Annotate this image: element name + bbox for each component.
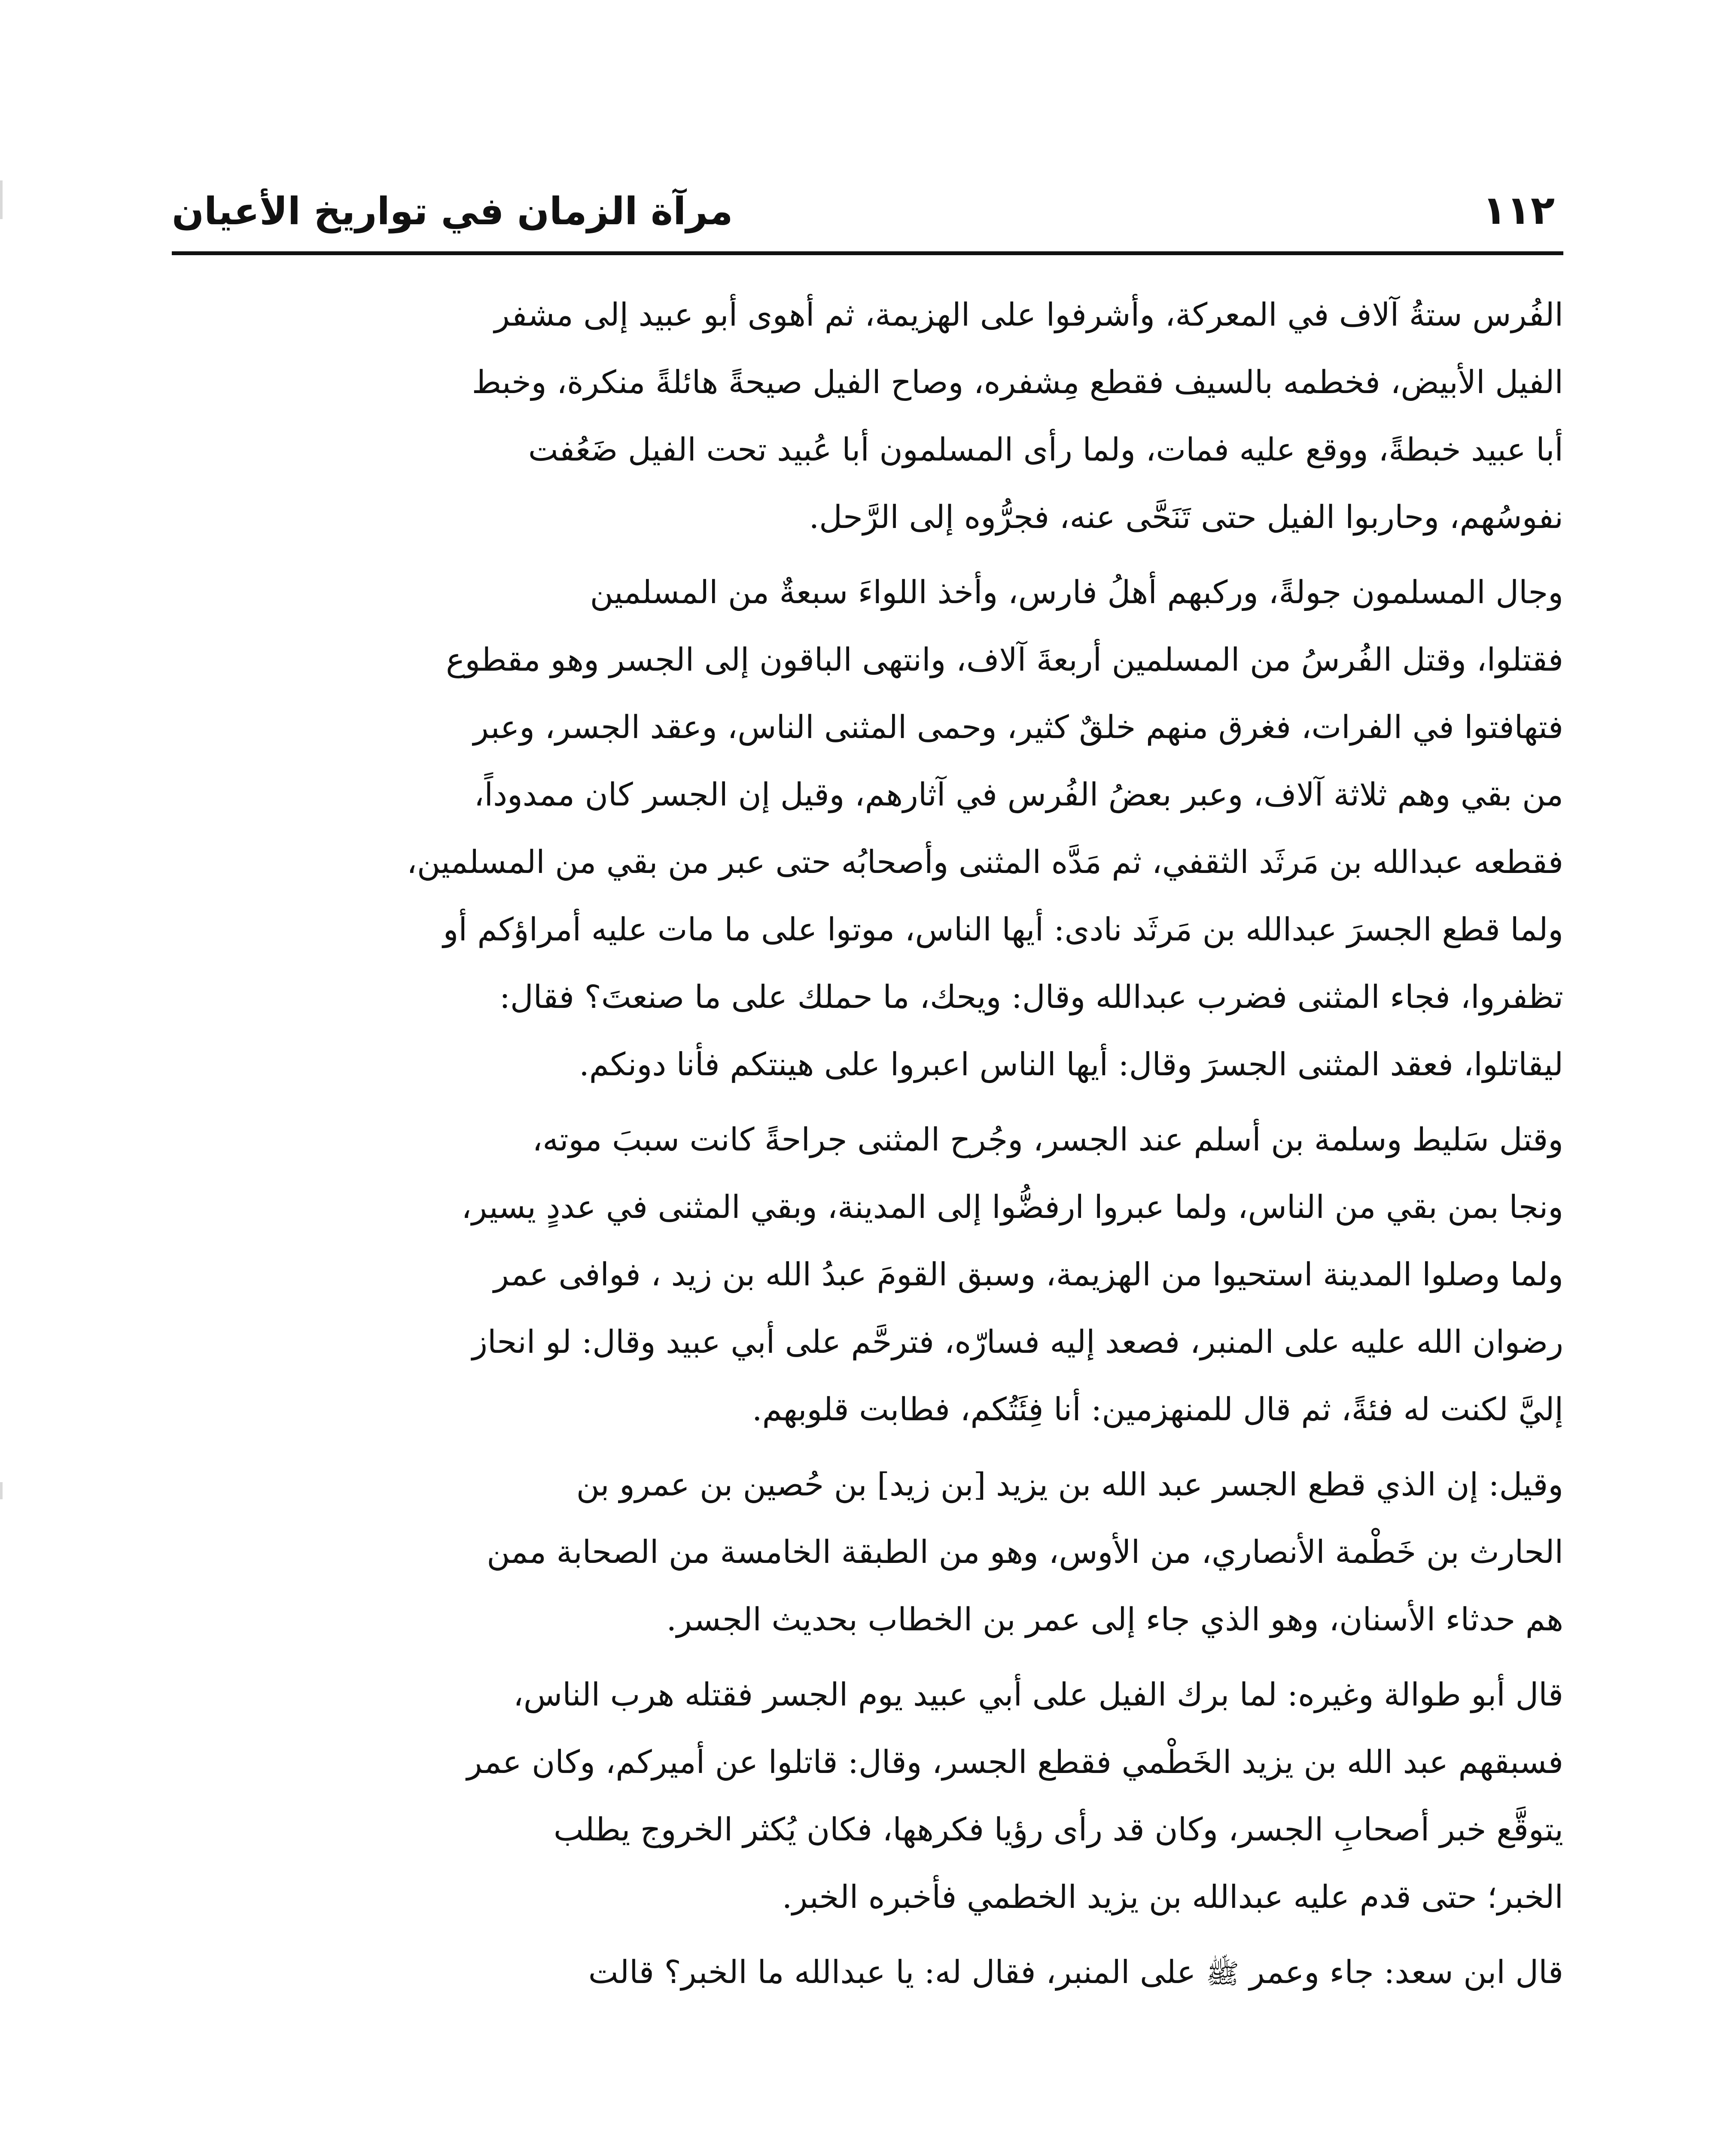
paragraph-2: وجال المسلمون جولةً، وركبهم أهلُ فارس، وأخذ اللواءَ سبعةٌ من المسلمين فقتلوا، وقتل الفُرسُ من المسلمين أربعةَ آلاف، وانتهى الباقون إلى الجسر وهو مقطوع فتهافتوا في الفرات، فغرق منهم خلقٌ كثير، وحمى المثنى الناس، وعقد الجسر، وعبر من بقي وهم ثلاثة آلاف، وعبر بعضُ الفُرس في آثارهم، وقيل إن الجسر كان ممدوداً، فقطعه عبدالله بن مَرثَد الثقفي، ثم مَدَّه المثنى وأصحابُه حتى عبر من بقي من المسلمين، ولما قطع الجسرَ عبدالله بن مَرثَد نادى: أيها الناس، موتوا على ما مات عليه أمراؤكم أو تظفروا، فجاء المثنى فضرب عبدالله وقال: ويحك، ما حملك على ما صنعتَ؟ فقال: ليقاتلوا، فعقد المثنى الجسرَ وقال: أيها الناس اعبروا على هينتكم فأنا دونكم. xyxy=(407,574,1563,1083)
honorific-glyph: ﷺ xyxy=(1206,1958,1240,1990)
main-text xyxy=(172,281,1563,2016)
page-number: ١١٢ xyxy=(1482,187,1555,233)
paragraph-5: قال أبو طوالة وغيره: لما برك الفيل على أبي عبيد يوم الجسر فقتله هرب الناس، فسبقهم عبد الله بن يزيد الخَطْمي فقطع الجسر، وقال: قاتلوا عن أميركم، وكان عمر يتوقَّع خبر أصحابِ الجسر، وكان قد رأى رؤيا فكرهها، فكان يُكثر الخروج يطلب الخبر؛ حتى قدم عليه عبدالله بن يزيد الخطمي فأخبره الخبر. xyxy=(466,1676,1563,1916)
paragraph-3: وقتل سَليط وسلمة بن أسلم عند الجسر، وجُرح المثنى جراحةً كانت سببَ موته، ونجا بمن بقي من الناس، ولما عبروا ارفضُّوا إلى المدينة، وبقي المثنى في عددٍ يسير، ولما وصلوا المدينة استحيوا من الهزيمة، وسبق القومَ عبدُ الله بن زيد ، فوافى عمر رضوان الله عليه على المنبر، فصعد إليه فسارّه، فترحَّم على أبي عبيد وقال: لو انحاز إليَّ لكنت له فئةً، ثم قال للمنهزمين: أنا فِئَتُكم، فطابت قلوبهم. xyxy=(461,1121,1563,1428)
page-edge-mark xyxy=(0,1482,3,1499)
paragraph-6-text-end: على المنبر، فقال له: يا عبدالله ما الخبر؟ قالت xyxy=(588,1954,1206,1991)
page-header xyxy=(172,178,1563,243)
header-divider xyxy=(172,251,1563,255)
paragraph-1: الفُرس ستةُ آلاف في المعركة، وأشرفوا على الهزيمة، ثم أهوى أبو عبيد إلى مشفر الفيل الأبيض، فخطمه بالسيف فقطع مِشفره، وصاح الفيل صيحةً هائلةً منكرة، وخبط أبا عبيد خبطةً، ووقع عليه فمات، ولما رأى المسلمون أبا عُبيد تحت الفيل ضَعُفت نفوسُهم، وحاربوا الفيل حتى تَنَحَّى عنه، فجرُّوه إلى الرَّحل. xyxy=(472,296,1563,536)
paragraph-6 xyxy=(172,1939,1563,2008)
page-edge-mark xyxy=(0,180,3,219)
running-title: مرآة الزمان في تواريخ الأعيان xyxy=(172,189,733,233)
paragraph-6-text-start: قال ابن سعد: جاء وعمر xyxy=(1239,1954,1563,1991)
paragraph-4: وقيل: إن الذي قطع الجسر عبد الله بن يزيد [بن زيد] بن حُصين بن عمرو بن الحارث بن خَطْمة الأنصاري، من الأوس، وهو من الطبقة الخامسة من الصحابة ممن هم حدثاء الأسنان، وهو الذي جاء إلى عمر بن الخطاب بحديث الجسر. xyxy=(487,1466,1563,1638)
